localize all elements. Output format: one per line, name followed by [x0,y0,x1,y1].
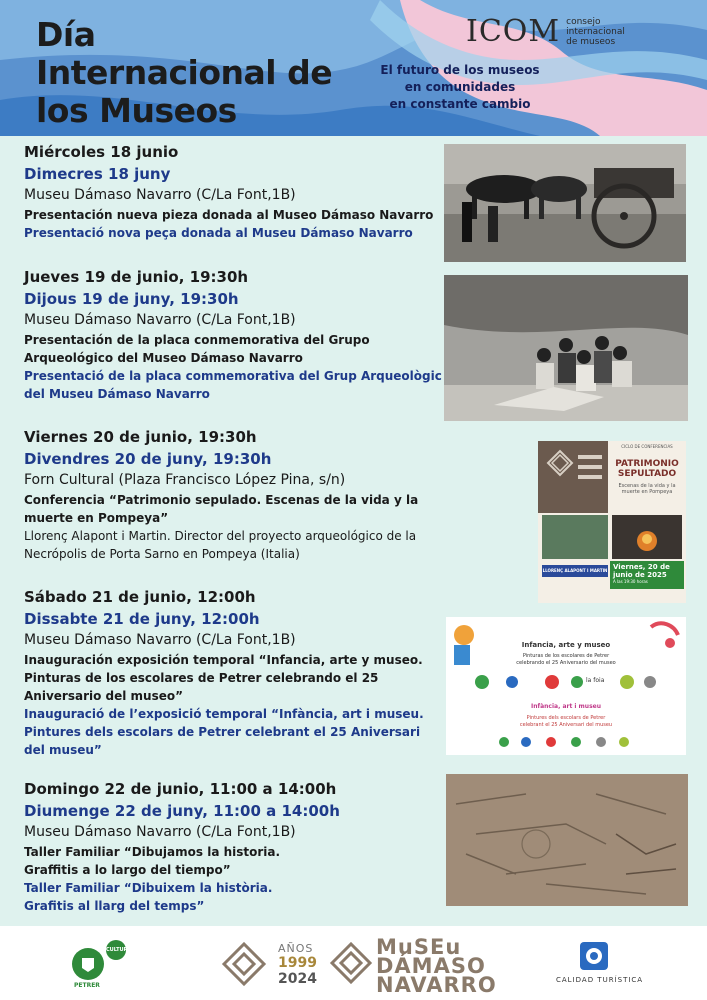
infancia-poster [446,617,686,755]
poster-ciclo: CICLO DE CONFERENCIAS [621,444,673,449]
tagline-line: en comunidades [404,80,516,94]
museum-25-years-icon [220,940,270,988]
infancia-sub-line: Pintures dels escolars de Petrer [526,715,606,721]
poster-fire-icon [612,515,682,559]
event-desc-ca: Inauguració de l’exposició temporal “Infància, art i museu. Pintures dels escolars de Petrer celebrant el 25 Aniversari del museu” [24,707,424,757]
header-banner [0,0,707,136]
photo-graffiti-wall-image [446,774,688,906]
infancia-sub-line: celebrando el 25 Aniversario del museo [516,660,616,666]
infancia-sub-es [476,653,656,667]
title-line: Internacional de [36,53,333,92]
event-desc-es: Inauguración exposición temporal “Infancia, arte y museo. Pinturas de los escolares de Petrer celebrando el 25 Aniversario del museo” [24,653,423,703]
petrer-cultura-logo [68,938,134,990]
event-desc-es: Taller Familiar “Dibujamos la historia. Graffitis a lo largo del tiempo” [24,845,281,877]
event-item [24,779,444,915]
petrer-label: PETRER [74,982,100,989]
poster-subtitle [610,483,684,495]
title-line: Día [36,15,96,54]
infancia-bottom-logos-icon [496,735,636,749]
event-venue: Museu Dámaso Navarro (C/La Font,1B) [24,632,296,648]
event-desc-ca: Presentació de la placa commemorativa del Grup Arqueològic del Museu Dámaso Navarro [24,369,442,401]
event-desc-ca: Presentació nova peça donada al Museu Dámaso Navarro [24,226,413,240]
event-desc-es: Presentación nueva pieza donada al Museo Dámaso Navarro [24,208,434,222]
event-speaker: Llorenç Alapont i Martin. Director del proyecto arqueológico de la Necrópolis de Porta Sarno en Pompeya (Italia) [24,529,417,561]
poster-date-line: junio de 2025 [613,571,667,579]
event-date-es: Sábado 21 de junio, 12:00h [24,588,256,606]
museo-wordmark-line: DÁMASO [376,954,486,978]
event-item [24,587,444,759]
icom-sub-line: consejo [566,16,601,27]
poster-museum-image [538,441,608,513]
poster-museum-logo-icon [538,441,608,513]
event-date-es: Domingo 22 de junio, 11:00 a 14:00h [24,780,337,798]
event-date-ca: Dijous 19 de juny, 19:30h [24,290,239,308]
poster-title [610,459,684,479]
museo-wordmark [376,935,497,997]
event-date-es: Jueves 19 de junio, 19:30h [24,268,249,286]
icom-wordmark: ICOM [466,14,561,49]
icom-sub-line: internacional [566,26,625,37]
photo-horse-cart [444,144,686,262]
calidad-turistica-icon [576,938,612,974]
poster-title-line: SEPULTADO [617,469,677,479]
museo-wordmark-line: NAVARRO [376,973,497,997]
poster-date [610,561,684,589]
infancia-logo-label: la foia [586,677,605,684]
tagline-line: El futuro de los museos [380,63,540,77]
conference-poster [538,441,686,603]
photo-graffiti-wall [446,774,688,906]
icom-logo [466,14,625,49]
page-title [36,16,332,130]
infancia-sub-line: celebrant el 25 Aniversari del museu [519,722,613,728]
calidad-turistica-label: CALIDAD TURÍSTICA [556,976,644,984]
events-list [0,136,707,926]
poster-speaker: LLORENÇ ALAPONT I MARTIN [542,565,608,577]
event-venue: Forn Cultural (Plaza Francisco López Pina, s/n) [24,472,346,488]
event-venue: Museu Dámaso Navarro (C/La Font,1B) [24,187,296,203]
title-line: los Museos [36,91,237,130]
museo-wordmark-line: MuSEu [376,935,462,959]
event-desc-es: Conferencia “Patrimonio sepulado. Escenas de la vida y la muerte en Pompeya” [24,493,419,525]
event-venue: Museu Dámaso Navarro (C/La Font,1B) [24,824,296,840]
event-item [24,427,464,563]
anniversary-year-start: 1999 [278,955,317,971]
cultura-label: CULTURA [106,947,132,953]
photo-archaeology-group-image [444,275,688,421]
poster-photo-left [542,515,608,559]
photo-horse-cart-image [444,144,686,262]
icom-sub-line: de museos [566,36,616,47]
tagline [370,62,550,113]
anniversary-year-end: 2024 [278,971,317,987]
infancia-sub-line: Pinturas de los escolares de Petrer [522,653,610,659]
event-item [24,142,444,242]
infancia-title-ca: Infància, art i museu [530,703,601,710]
event-date-es: Viernes 20 de junio, 19:30h [24,428,257,446]
event-venue: Museu Dámaso Navarro (C/La Font,1B) [24,312,296,328]
photo-archaeology-group [444,275,688,421]
poster-subtitle-line: muerte en Pompeya [621,489,673,495]
anniversary-label: AÑOS [278,942,314,955]
event-date-ca: Dimecres 18 juny [24,165,171,183]
event-desc-es: Presentación de la placa conmemorativa del Grupo Arqueológico del Museo Dámaso Navarro [24,333,370,365]
event-desc-ca: Taller Familiar “Dibuixem la història. Grafitis al llarg del temps” [24,881,273,913]
event-item [24,267,444,403]
museo-logo-icon [328,940,374,986]
infancia-logos-row [472,673,662,691]
poster-time: A las 19:30 horas [613,579,648,584]
poster-title-line: PATRIMONIO [615,459,679,469]
icom-subtitle [566,17,625,47]
infancia-title: Infancia, arte y museo [521,641,611,649]
tagline-line: en constante cambio [389,97,531,111]
event-date-ca: Divendres 20 de juny, 19:30h [24,450,272,468]
event-date-ca: Dissabte 21 de juny, 12:00h [24,610,260,628]
event-date-ca: Diumenge 22 de juny, 11:00 a 14:00h [24,802,340,820]
poster-photo-right [612,515,682,559]
poster-subtitle-line: Escenas de la vida y la [618,483,676,489]
event-date-es: Miércoles 18 junio [24,143,179,161]
poster-date-line: Viernes, 20 de [613,563,670,571]
infancia-sub-ca [476,715,656,729]
footer-sponsors [0,926,707,1000]
infancia-logos-icon [472,673,662,691]
